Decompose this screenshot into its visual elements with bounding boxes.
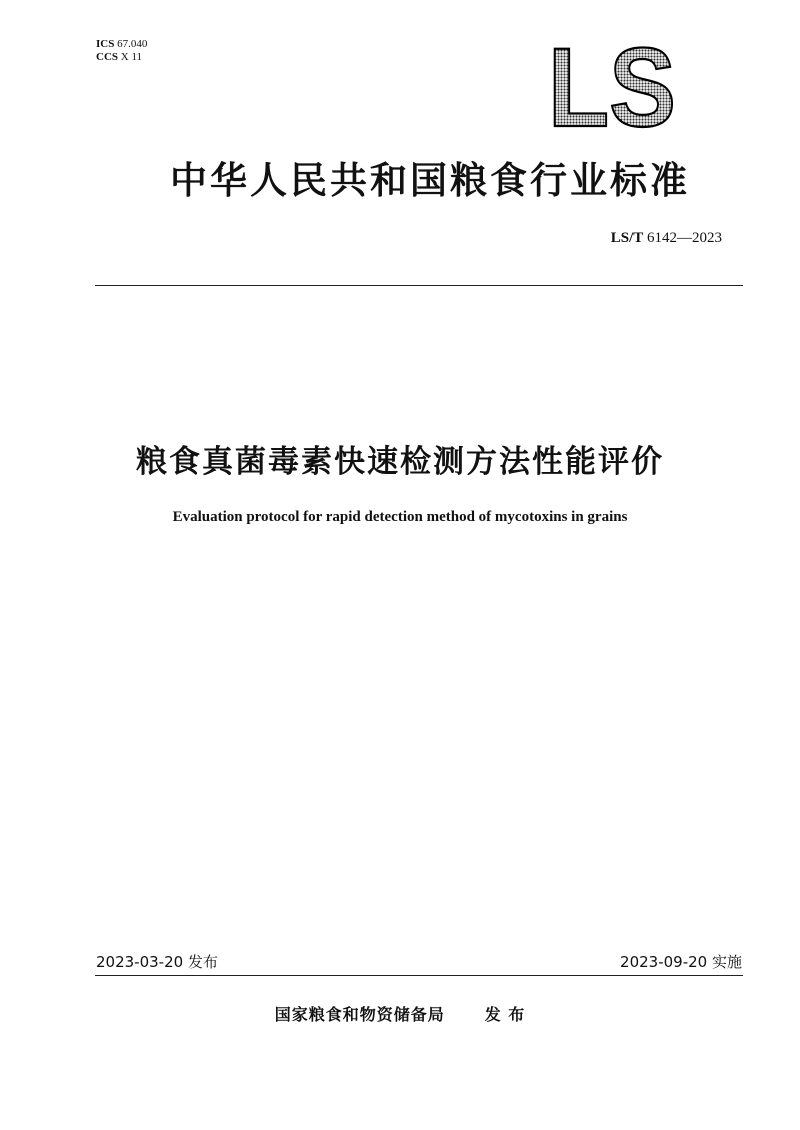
implementation-date: 2023-09-20 实施 [620, 953, 742, 971]
bottom-divider [95, 975, 743, 976]
ics-code: ICS 67.040 [96, 38, 148, 50]
issuer [0, 1002, 800, 1025]
ccs-code: CCS X 11 [96, 51, 143, 63]
standard-number [611, 230, 722, 247]
ls-logo [548, 40, 678, 132]
logo-letters: LS [548, 40, 676, 132]
chinese-title: 粮食真菌毒素快速检测方法性能评价 [136, 444, 664, 480]
agency-title: 中华人民共和国粮食行业标准 [170, 159, 690, 202]
issuer-action: 发 布 [484, 1005, 526, 1024]
classification-codes [96, 38, 147, 64]
top-divider [95, 285, 743, 286]
standard-code: 6142—2023 [647, 230, 722, 246]
standard-prefix: LS/T [610, 230, 644, 246]
issue-date: 2023-03-20 发布 [96, 953, 218, 971]
english-title: Evaluation protocol for rapid detection method of mycotoxins in grains [172, 509, 628, 525]
issuer-name: 国家粮食和物资储备局 [274, 1005, 445, 1024]
